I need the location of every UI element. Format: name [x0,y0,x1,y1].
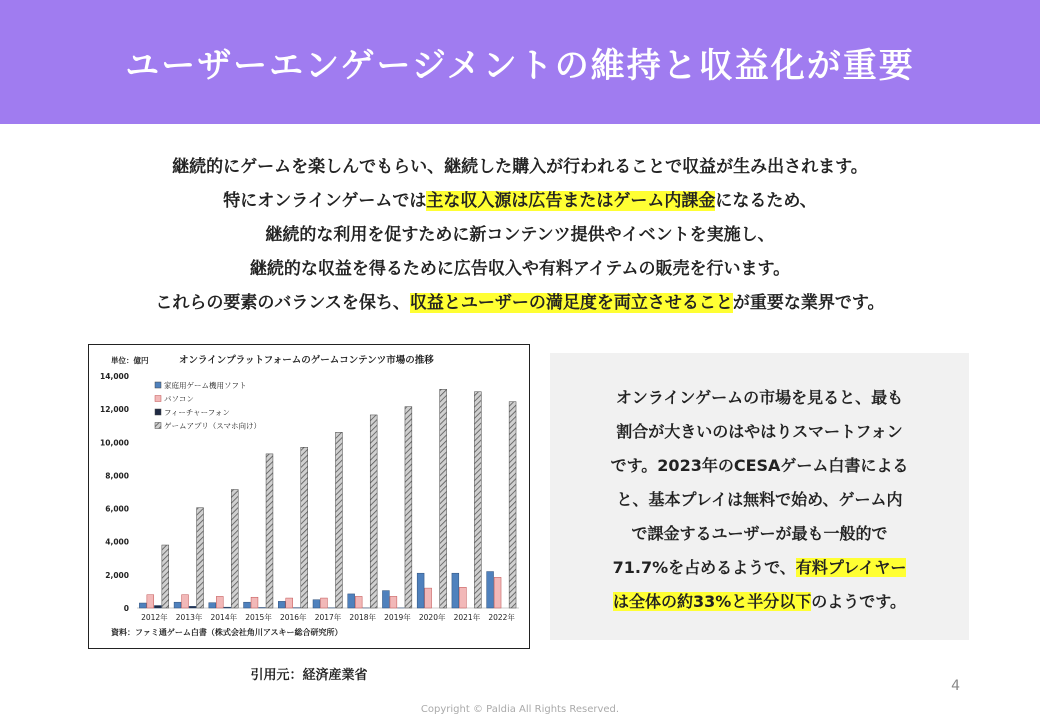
legend-swatch [155,382,161,388]
legend-swatch [155,423,161,429]
bar-3-2014年 [224,607,231,608]
bar-4-2020年 [440,389,447,608]
y-tick-label: 10,000 [100,438,129,448]
chart-title: オンラインプラットフォームのゲームコンテンツ市場の推移 [179,355,434,366]
highlight-balance: 収益とユーザーの満足度を両立させること [409,293,733,313]
legend-label: ゲームアプリ（スマホ向け） [164,421,262,431]
market-chart-svg [89,345,529,648]
y-tick-label: 14,000 [100,372,129,381]
legend-label: パソコン [164,394,194,404]
intro-paragraph [0,150,1040,320]
bar-4-2019年 [405,407,412,608]
intro-line-5 [0,286,1040,320]
intro-line-3: 継続的な利用を促すために新コンテンツ提供やイベントを実施し、 [265,225,775,245]
bar-1-2016年 [278,601,285,608]
bar-1-2019年 [382,591,389,608]
bar-4-2015年 [266,454,273,608]
bar-1-2022年 [487,572,494,608]
insight-line-6-pre: 71.7%を占めるようで、 [612,558,796,577]
insight-text [570,381,949,619]
bar-4-2013年 [197,508,204,608]
x-tick-label: 2020年 [418,613,446,622]
insight-box [550,353,969,640]
intro-line-5-post: が重要な業界です。 [732,293,885,313]
chart-unit-label: 単位：億円 [111,356,149,365]
insight-line-7-post: のようです。 [811,592,907,611]
bar-2-2014年 [216,596,223,608]
bar-1-2013年 [174,602,181,608]
x-tick-label: 2012年 [141,613,168,622]
bar-2-2013年 [182,595,189,608]
bar-2-2017年 [321,598,328,608]
x-tick-label: 2021年 [453,613,481,622]
market-chart [88,344,530,649]
legend-swatch [155,396,161,402]
y-tick-label: 8,000 [105,471,129,481]
x-tick-label: 2022年 [488,613,515,622]
page-title: ユーザーエンゲージメントの維持と収益化が重要 [125,46,915,86]
x-tick-label: 2014年 [210,613,238,622]
y-tick-label: 4,000 [105,537,129,547]
x-tick-label: 2017年 [314,613,342,622]
insight-line-7 [570,585,949,619]
insight-line-1: オンラインゲームの市場を見ると、最も [615,388,904,407]
insight-line-4: と、基本プレイは無料で始め、ゲーム内 [616,490,903,509]
bar-2-2018年 [355,596,362,608]
intro-line-5-pre: これらの要素のバランスを保ち、 [155,293,410,313]
insight-line-6 [570,551,949,585]
bar-1-2014年 [209,603,216,608]
bar-2-2012年 [147,595,154,608]
chart-citation: 引用元：経済産業省 [250,668,368,683]
bar-2-2019年 [390,596,397,608]
copyright: Copyright © Paldia All Rights Reserved. [420,704,620,715]
bar-3-2013年 [189,606,196,608]
x-tick-label: 2016年 [279,613,307,622]
bar-2-2015年 [251,597,258,608]
x-tick-label: 2013年 [175,613,203,622]
bar-4-2018年 [370,415,377,608]
bar-1-2020年 [417,573,424,608]
bar-2-2021年 [459,587,466,608]
legend-label: 家庭用ゲーム機用ソフト [164,381,247,390]
page-number: 4 [951,678,960,694]
intro-line-2-pre: 特にオンラインゲームでは [223,191,427,211]
insight-line-5: で課金するユーザーが最も一般的で [631,524,888,543]
bar-1-2017年 [313,600,320,608]
bar-2-2022年 [494,577,501,608]
bar-4-2021年 [474,392,481,608]
bar-1-2012年 [139,603,146,608]
highlight-paying-players: 有料プレイヤー [795,558,907,577]
legend-swatch [155,409,161,415]
bar-2-2020年 [425,588,432,608]
bar-4-2016年 [301,447,308,608]
bar-4-2012年 [162,545,169,608]
highlight-share: は全体の約33%と半分以下 [612,592,812,611]
highlight-revenue-source: 主な収入源は広告またはゲーム内課金 [426,191,716,211]
bar-1-2018年 [348,594,355,608]
bar-1-2021年 [452,573,459,608]
intro-line-4: 継続的な収益を得るために広告収入や有料アイテムの販売を行います。 [249,259,791,279]
title-banner [0,0,1040,124]
y-tick-label: 2,000 [105,570,129,580]
bar-4-2022年 [509,402,516,608]
intro-line-1: 継続的にゲームを楽しんでもらい、継続した購入が行われることで収益が生み出されます。 [172,157,868,177]
legend-label: フィーチャーフォン [164,408,230,417]
bar-4-2014年 [231,490,238,608]
x-tick-label: 2019年 [384,613,411,622]
intro-line-2 [0,184,1040,218]
insight-line-3: です。2023年のCESAゲーム白書による [610,456,909,475]
x-tick-label: 2018年 [349,613,377,622]
insight-line-2: 割合が大きいのはやはりスマートフォン [616,422,903,441]
chart-source: 資料：ファミ通ゲーム白書（株式会社角川アスキー総合研究所） [111,628,343,637]
y-tick-label: 12,000 [100,405,129,415]
y-tick-label: 6,000 [105,504,129,514]
y-tick-label: 0 [123,604,129,613]
intro-line-2-post: になるため、 [715,191,817,211]
bar-1-2015年 [244,602,251,608]
bar-4-2017年 [336,432,343,608]
bar-3-2012年 [154,606,161,608]
bar-2-2016年 [286,598,293,608]
x-tick-label: 2015年 [245,613,272,622]
